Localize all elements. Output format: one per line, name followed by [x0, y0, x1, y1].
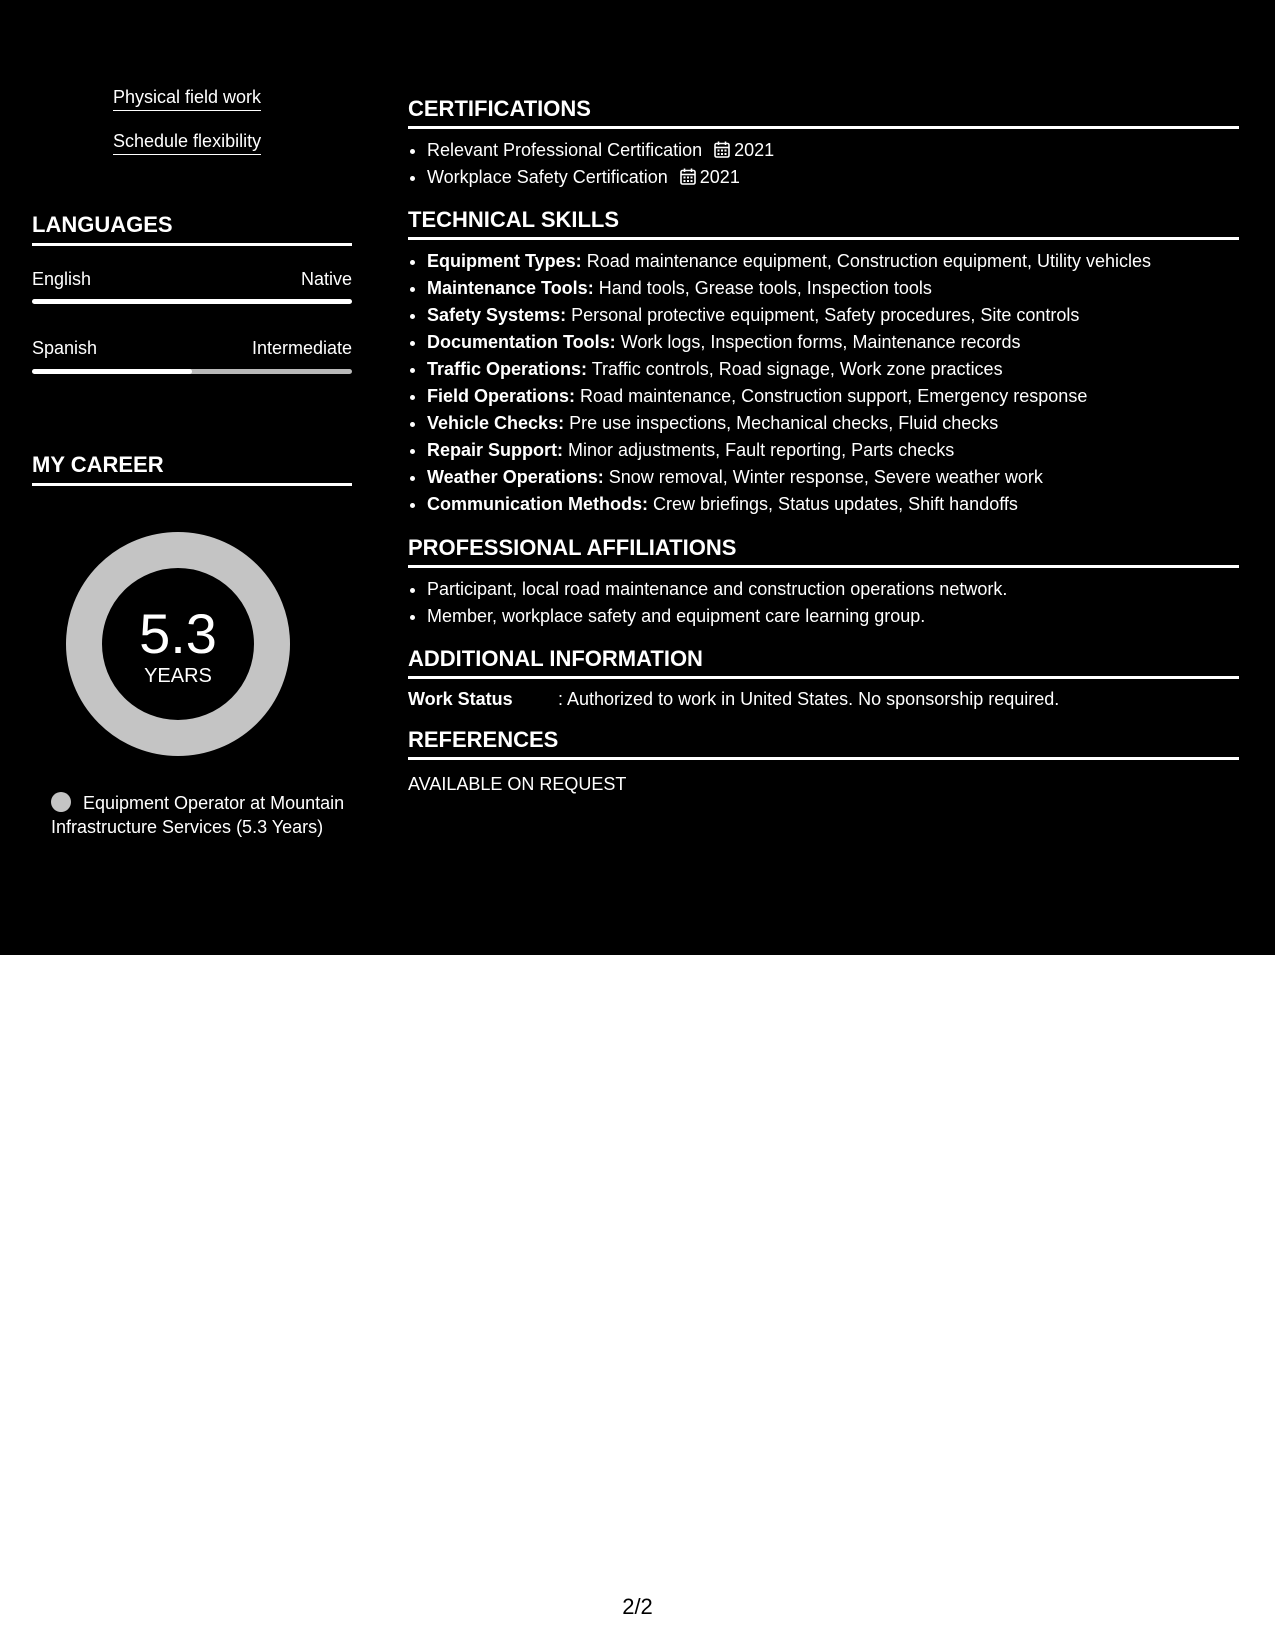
skill-text: Minor adjustments, Fault reporting, Parts checks — [568, 440, 955, 460]
interest-item: Schedule flexibility — [113, 130, 261, 155]
career-total-unit: YEARS — [144, 665, 212, 687]
list-item — [427, 410, 1239, 437]
list-item — [427, 137, 1239, 164]
skill-text: Road maintenance equipment, Construction equipment, Utility vehicles — [586, 251, 1152, 271]
language-row-english — [32, 268, 352, 290]
certification-name: Relevant Professional Certification — [427, 140, 703, 160]
references-section — [408, 727, 1239, 796]
technical-skills-section — [408, 207, 1239, 518]
skill-label: Weather Operations: — [427, 467, 604, 487]
technical-skills-list — [408, 248, 1239, 518]
page-number: 2/2 — [622, 1594, 653, 1619]
interest-item: Physical field work — [113, 86, 261, 111]
career-donut-chart — [66, 532, 290, 756]
skill-label: Documentation Tools: — [427, 332, 616, 352]
list-item — [427, 275, 1239, 302]
certification-year: 2021 — [699, 167, 740, 187]
skill-label: Traffic Operations: — [427, 359, 588, 379]
language-level: Intermediate — [251, 338, 352, 358]
skill-label: Equipment Types: — [427, 251, 582, 271]
affiliations-list — [408, 576, 1239, 630]
certification-year: 2021 — [734, 140, 775, 160]
skill-label: Communication Methods: — [427, 494, 648, 514]
additional-info-heading: ADDITIONAL INFORMATION — [408, 646, 1239, 679]
work-status-row — [408, 687, 1239, 711]
certifications-heading: CERTIFICATIONS — [408, 96, 1239, 129]
language-bar-fill — [32, 369, 192, 374]
skill-text: Pre use inspections, Mechanical checks, Fluid checks — [569, 413, 999, 433]
career-legend-text: Equipment Operator at Mountain Infrastructure Services (5.3 Years) — [51, 793, 345, 837]
affiliations-heading: PROFESSIONAL AFFILIATIONS — [408, 535, 1239, 568]
skill-label: Maintenance Tools: — [427, 278, 594, 298]
skill-text: Road maintenance, Construction support, Emergency response — [580, 386, 1088, 406]
list-item — [427, 329, 1239, 356]
language-name: Spanish — [32, 338, 98, 358]
skill-text: Crew briefings, Status updates, Shift handoffs — [653, 494, 1018, 514]
technical-skills-heading: TECHNICAL SKILLS — [408, 207, 1239, 240]
references-heading: REFERENCES — [408, 727, 1239, 760]
language-bar-fill — [32, 299, 352, 304]
certifications-list — [408, 137, 1239, 191]
list-item — [427, 164, 1239, 191]
list-item: • Participant, local road maintenance and construction operations network. — [427, 576, 1239, 603]
certification-name: Workplace Safety Certification — [427, 167, 668, 187]
skill-label: Vehicle Checks: — [427, 413, 565, 433]
language-name: English — [32, 269, 92, 289]
work-status-label: Work Status — [408, 689, 513, 709]
list-item — [427, 437, 1239, 464]
language-bar-spanish — [32, 369, 352, 374]
list-item: • Member, workplace safety and equipment care learning group. — [427, 603, 1239, 630]
career-heading: MY CAREER — [32, 452, 352, 486]
skill-text: Personal protective equipment, Safety procedures, Site controls — [571, 305, 1080, 325]
skill-text: Work logs, Inspection forms, Maintenance records — [620, 332, 1021, 352]
list-item — [427, 464, 1239, 491]
languages-heading: LANGUAGES — [32, 212, 352, 246]
skill-text: Traffic controls, Road signage, Work zone practices — [591, 359, 1003, 379]
certifications-section — [408, 96, 1239, 191]
language-bar-english — [32, 299, 352, 304]
skill-label: Field Operations: — [427, 386, 576, 406]
calendar-icon — [714, 141, 730, 158]
references-text: AVAILABLE ON REQUEST — [408, 774, 627, 794]
list-item — [427, 248, 1239, 275]
list-item — [427, 383, 1239, 410]
legend-dot-icon — [51, 792, 71, 812]
affiliations-section — [408, 535, 1239, 630]
language-level: Native — [300, 269, 352, 289]
skill-text: Snow removal, Winter response, Severe weather work — [608, 467, 1043, 487]
skill-text: Hand tools, Grease tools, Inspection tools — [598, 278, 932, 298]
language-row-spanish — [32, 337, 352, 359]
calendar-icon — [680, 168, 696, 185]
skill-label: Repair Support: — [427, 440, 564, 460]
career-total-value: 5.3 — [139, 602, 217, 665]
list-item — [427, 491, 1239, 518]
skill-label: Safety Systems: — [427, 305, 567, 325]
list-item — [427, 356, 1239, 383]
additional-info-section — [408, 646, 1239, 711]
work-status-value: : Authorized to work in United States. No sponsorship required. — [558, 689, 1060, 709]
career-legend-item — [51, 791, 351, 839]
list-item — [427, 302, 1239, 329]
interest-list — [113, 86, 261, 174]
